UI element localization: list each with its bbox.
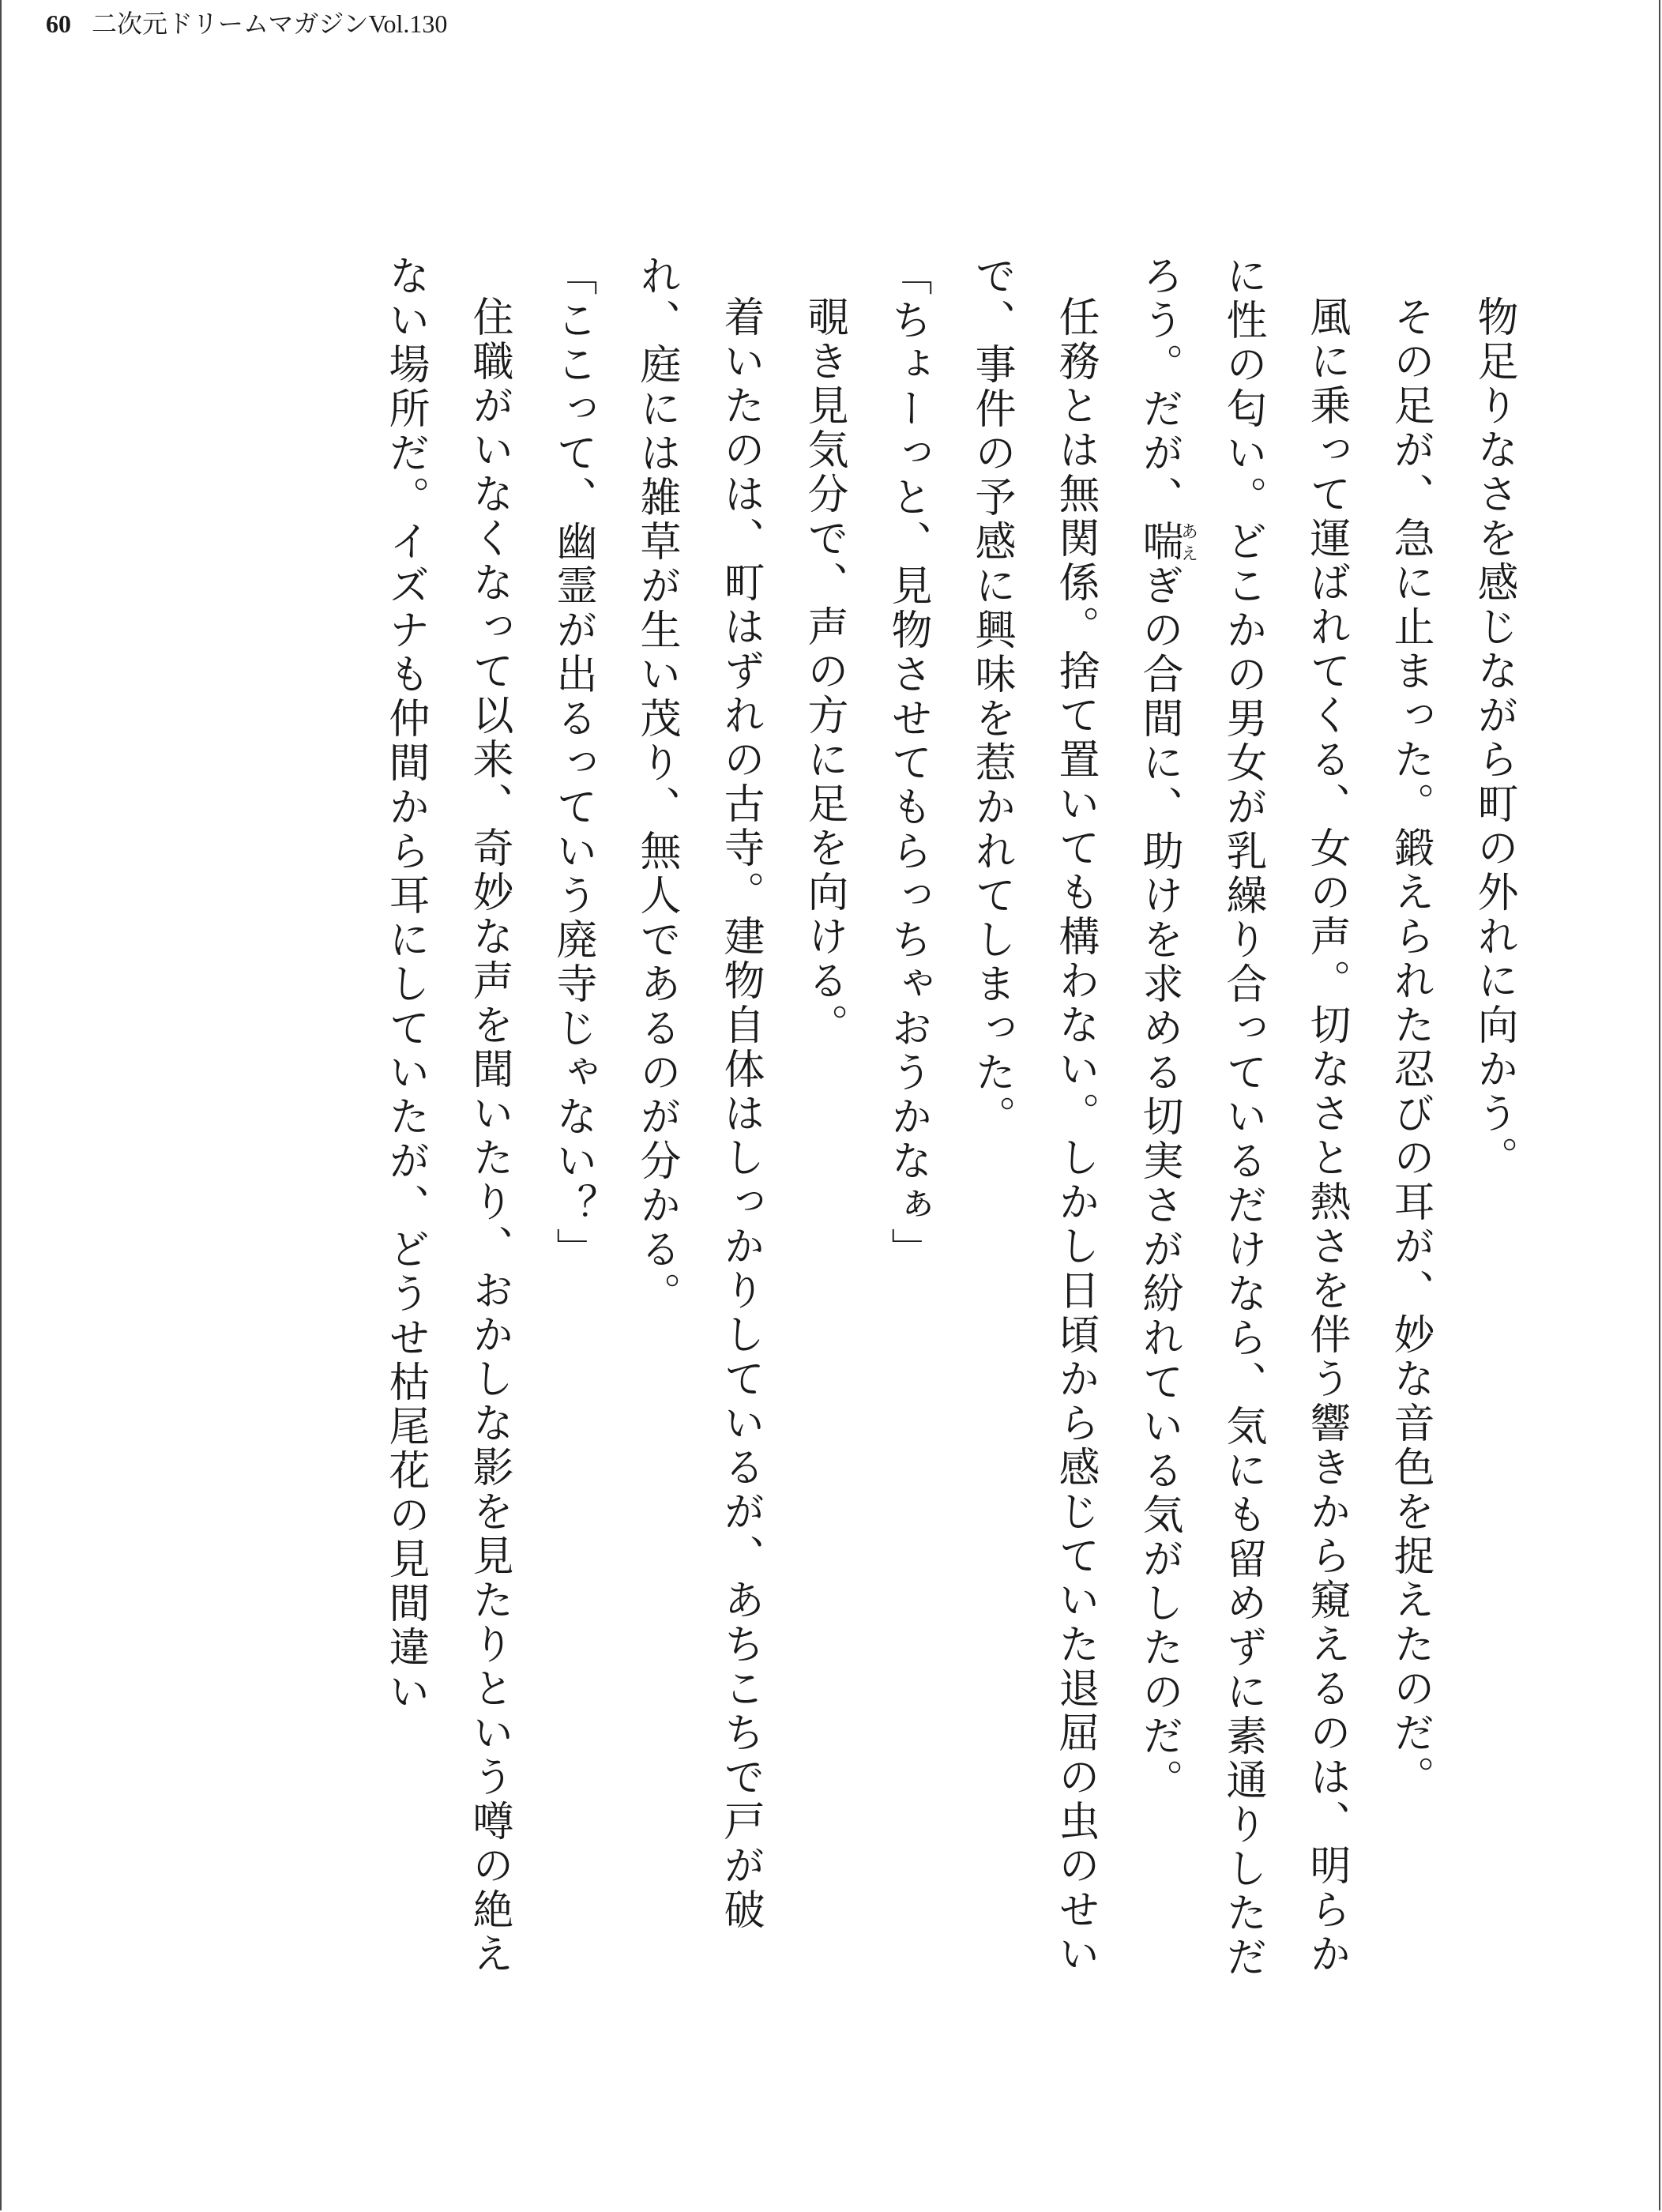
paragraph-text: その足が、急に止まった。鍛えられた忍びの耳が、妙な音色を捉えたのだ。: [1386, 295, 1434, 1800]
paragraph-6: [782, 254, 866, 1992]
page-number: 60: [46, 9, 71, 38]
paragraph-2: [1368, 254, 1452, 1992]
furigana-ruby: [1135, 520, 1198, 564]
paragraph-9: [363, 254, 531, 1992]
paragraph-7: [615, 254, 782, 1992]
paragraph-text: 着いたのは、町はずれの古寺。建物自体はしっかりしているが、あちこちで戸が破れ、庭には雑草が生い茂り、無人であるのが分かる。: [633, 254, 764, 1932]
running-header: [46, 6, 447, 41]
dialogue-line-1: [866, 254, 949, 1992]
paragraph-1: [1452, 254, 1536, 1992]
paragraph-3: [1117, 254, 1368, 1992]
paragraph-text: 覗き見気分で、声の方に足を向ける。: [800, 295, 848, 1048]
paragraph-text: 住職がいなくなって以来、奇妙な声を聞いたり、おかしな影を見たりという噂の絶えない場所だ。イズナも仲間から耳にしていたが、どうせ枯尾花の見間違い: [382, 254, 513, 1977]
ruby-reading: あえ: [1178, 520, 1198, 564]
paragraph-text: 風に乗って運ばれてくる、女の声。切なさと熱さを伴う響きから窺えるのは、明らかに性の匂い。どこかの男女が乳繰り合っているだけなら、気にも留めずに素通りしただろう。だが、: [1135, 254, 1350, 1980]
paragraph-text: 任務とは無関係。捨て置いても構わない。しかし日頃から感じていた退屈の虫のせいで、事件の予感に興味を惹かれてしまった。: [968, 254, 1099, 1977]
magazine-title: 二次元ドリームマガジンVol.130: [92, 9, 448, 38]
paragraph-4: [949, 254, 1117, 1992]
paragraph-text: 物足りなさを感じながら町の外れに向かう。: [1470, 295, 1517, 1180]
paragraph-text: 「ちょーっと、見物させてもらっちゃおうかなぁ」: [884, 254, 931, 1272]
ruby-base: 喘: [1135, 520, 1183, 564]
paragraph-text: 「ここって、幽霊が出るっていう廃寺じゃない？」: [549, 254, 596, 1272]
body-text: [35, 254, 1536, 1992]
paragraph-text-after: ぎの合間に、助けを求める切実さが紛れている気がしたのだ。: [1135, 564, 1183, 1803]
dialogue-line-2: [531, 254, 615, 1992]
